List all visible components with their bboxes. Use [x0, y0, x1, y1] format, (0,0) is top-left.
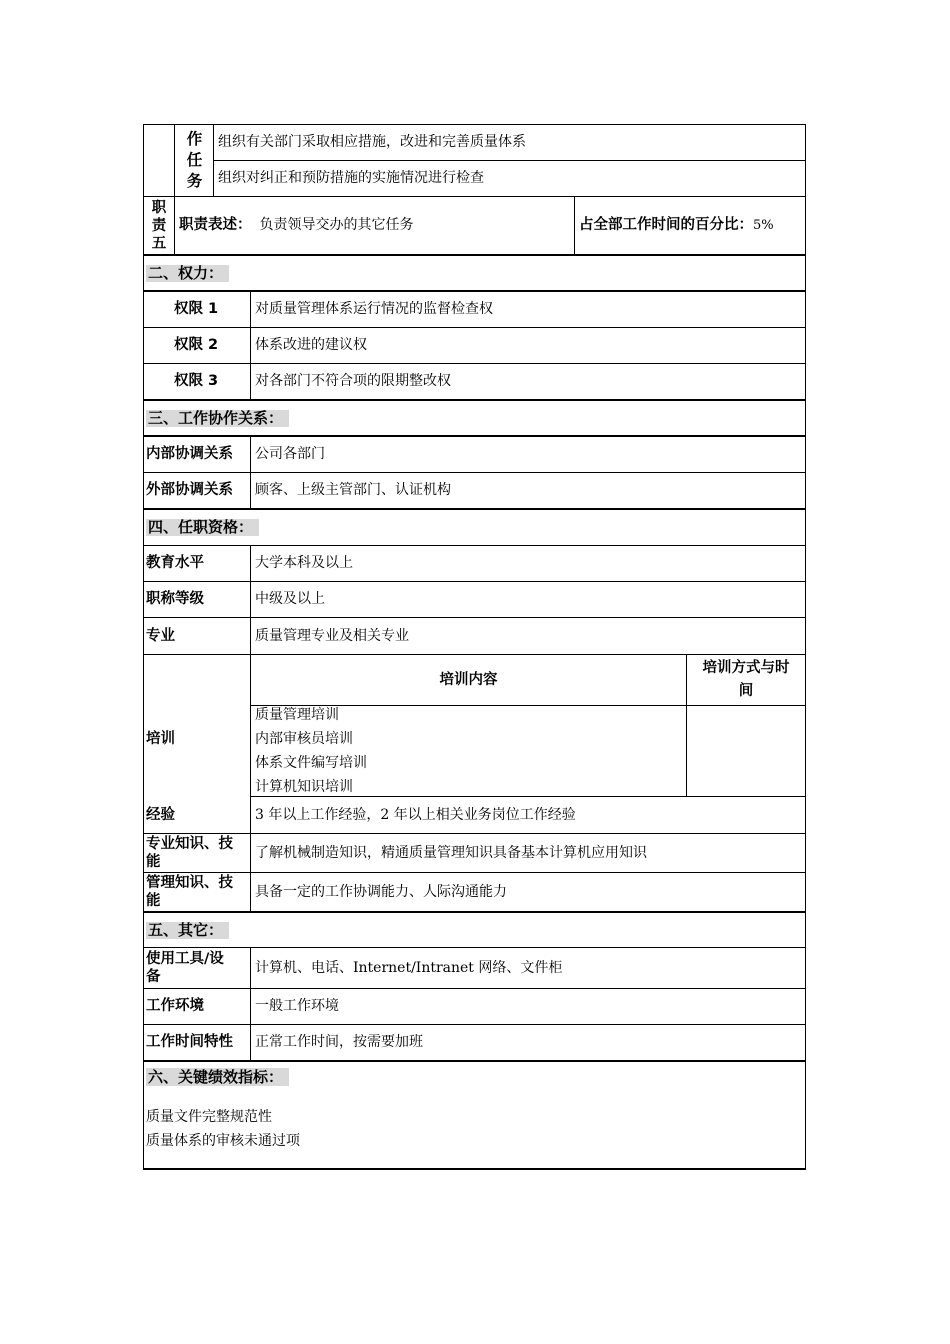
relations-heading-row — [143, 401, 806, 437]
authority-label: 权限 2 — [174, 337, 219, 353]
training-content-header: 培训内容 — [250, 655, 686, 706]
mgmt-skill-label: 管理知识、技 能 — [146, 875, 233, 909]
work-time-label: 工作时间特性 — [146, 1034, 233, 1050]
duty-five-row — [143, 197, 806, 256]
title-label: 职称等级 — [146, 591, 204, 607]
authority-text: 对各部门不符合项的限期整改权 — [250, 364, 805, 399]
kpi-list — [146, 1105, 300, 1153]
qualification-heading: 四、任职资格： — [146, 510, 805, 545]
experience-text: 3 年以上工作经验，2 年以上相关业务岗位工作经验 — [250, 797, 805, 833]
authority-heading: 二、权力： — [146, 256, 805, 290]
external-relations-row — [143, 473, 806, 510]
training-label: 培训 — [146, 731, 175, 747]
work-time-row — [143, 1025, 806, 1062]
education-label: 教育水平 — [146, 555, 204, 571]
authority-row — [143, 292, 806, 328]
list-item: 质量体系的审核未通过项 — [146, 1133, 300, 1149]
training-content-list — [250, 706, 686, 797]
duty-five-percentage: 占全部工作时间的百分比： 5% — [574, 197, 805, 254]
tools-text: 计算机、电话、Internet/Intranet 网络、文件柜 — [250, 948, 805, 988]
external-relations-label: 外部协调关系 — [146, 482, 233, 498]
environment-text: 一般工作环境 — [250, 989, 805, 1024]
kpi-block — [143, 1062, 806, 1170]
pro-skill-row — [143, 834, 806, 873]
internal-relations-text: 公司各部门 — [250, 437, 805, 472]
environment-row — [143, 989, 806, 1025]
experience-row — [143, 797, 806, 834]
education-row — [143, 546, 806, 582]
tools-label: 使用工具/设 备 — [146, 951, 224, 985]
education-text: 大学本科及以上 — [250, 546, 805, 581]
authority-heading-row — [143, 256, 806, 292]
major-text: 质量管理专业及相关专业 — [250, 618, 805, 654]
task-label: 作 任 务 — [174, 125, 214, 196]
major-label: 专业 — [146, 627, 175, 644]
task-row-2: 组织对纠正和预防措施的实施情况进行检查 — [213, 161, 805, 196]
authority-text: 体系改进的建议权 — [250, 328, 805, 363]
list-item: 质量文件完整规范性 — [146, 1109, 272, 1125]
other-heading-row — [143, 913, 806, 948]
mgmt-skill-text: 具备一定的工作协调能力、人际沟通能力 — [250, 873, 805, 911]
list-item: 体系文件编写培训 — [255, 755, 367, 771]
pro-skill-text: 了解机械制造知识，精通质量管理知识具备基本计算机应用知识 — [250, 834, 805, 872]
duty-five-description: 职责表述： 负责领导交办的其它任务 — [174, 197, 574, 254]
internal-relations-label: 内部协调关系 — [146, 446, 233, 462]
training-method-header: 培训方式与时 间 — [686, 655, 805, 706]
title-row — [143, 582, 806, 618]
internal-relations-row — [143, 437, 806, 473]
mgmt-skill-row — [143, 873, 806, 913]
other-heading: 五、其它： — [146, 913, 805, 947]
relations-heading: 三、工作协作关系： — [146, 401, 805, 435]
task-row-1: 组织有关部门采取相应措施，改进和完善质量体系 — [213, 125, 805, 161]
job-description-table — [143, 124, 806, 1170]
authority-label: 权限 3 — [174, 373, 219, 389]
work-time-text: 正常工作时间，按需要加班 — [250, 1025, 805, 1060]
major-row — [143, 618, 806, 655]
list-item: 质量管理培训 — [255, 707, 339, 723]
qualification-heading-row — [143, 510, 806, 546]
title-text: 中级及以上 — [250, 582, 805, 617]
duty-five-label: 职 责 五 — [151, 199, 167, 252]
authority-text: 对质量管理体系运行情况的监督检查权 — [250, 292, 805, 327]
authority-label: 权限 1 — [174, 301, 219, 317]
task-block — [143, 124, 806, 197]
training-method-cell — [686, 706, 805, 797]
pro-skill-label: 专业知识、技 能 — [146, 836, 233, 870]
list-item: 计算机知识培训 — [255, 779, 353, 795]
kpi-heading: 六、关键绩效指标： — [146, 1066, 289, 1087]
authority-row — [143, 328, 806, 364]
environment-label: 工作环境 — [146, 998, 204, 1014]
authority-row — [143, 364, 806, 401]
list-item: 内部审核员培训 — [255, 731, 353, 747]
external-relations-text: 顾客、上级主管部门、认证机构 — [250, 473, 805, 508]
tools-row — [143, 948, 806, 989]
experience-label: 经验 — [146, 806, 175, 823]
